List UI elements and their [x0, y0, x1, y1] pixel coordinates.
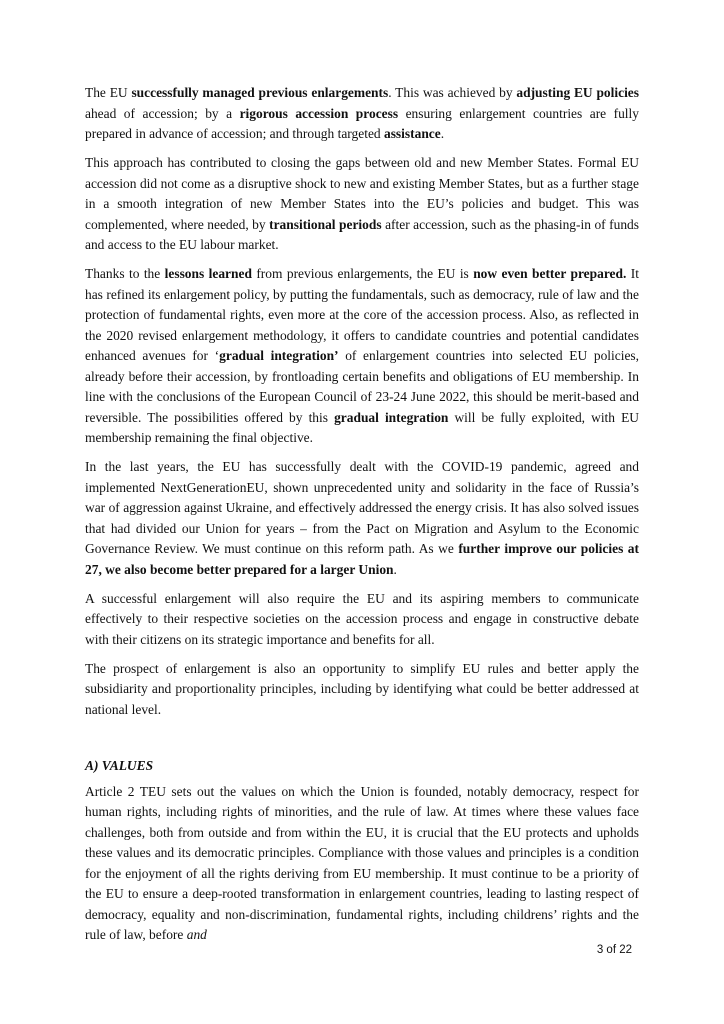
- document-body: [85, 83, 639, 946]
- text-run: A successful enlargement will also require the EU and its aspiring members to communicate effectively to their respective societies on the accession process and engage in constructive debate with their citizens on its strategic importance and benefits for all.: [85, 590, 639, 647]
- text-run: of enlargement countries into selected EU policies, already before their accession, by frontloading certain benefits and obligations of EU membership. In line with the conclusions of the European Council of 23-24 June 2022, this should be merit-based and reversible. The possibilities offered by this: [85, 348, 640, 425]
- text-run: ahead of accession; by a: [85, 105, 240, 121]
- text-run: .: [393, 561, 397, 577]
- bold-text: transitional periods: [269, 216, 382, 232]
- text-run: The EU: [85, 85, 132, 100]
- text-run: Thanks to the: [85, 266, 165, 281]
- text-run: ensuring enlargement countries are fully prepared in advance of accession; and through targeted: [85, 105, 639, 141]
- bold-text: lessons learned: [164, 266, 252, 281]
- text-run: The prospect of enlargement is also an opportunity to simplify EU rules and better apply the subsidiarity and proportionality principles, including by identifying what could be better addressed at national level.: [85, 660, 639, 717]
- section-paragraph: [85, 782, 639, 946]
- body-paragraph: [85, 264, 639, 449]
- section-heading: A) VALUES: [85, 758, 154, 773]
- body-paragraph: [85, 589, 639, 651]
- text-run: In the last years, the EU has successfully dealt with the COVID-19 pandemic, agreed and implemented NextGenerationEU, shown unprecedented unity and solidarity in the face of Russia’s war of aggression against Ukraine, and effectively addressed the energy crisis. It has also solved issues that had divided our Union for years – from the Pact on Migration and Asylum to the Economic Governance Review. We must continue on this reform path. As we: [85, 459, 639, 556]
- text-run: It has refined its enlargement policy, by putting the fundamentals, such as democracy, rule of law and the protection of fundamental rights, even more at the core of the accession process. Also, as reflected in the 2020 revised enlargement methodology, it offers to candidate countries and potential candidates enhanced avenues for ‘: [85, 266, 639, 363]
- italic-text: and: [186, 927, 207, 942]
- page-number: 3 of 22: [596, 944, 632, 956]
- text-run: after accession, such as the phasing-in of funds and access to the EU labour market.: [85, 216, 639, 252]
- body-paragraph: [85, 659, 639, 721]
- bold-text: assistance: [383, 126, 441, 141]
- bold-text: further improve our policies at 27, we also become better prepared for a larger Union: [85, 541, 639, 577]
- bold-text: successfully managed previous enlargements: [131, 85, 389, 100]
- bold-text: rigorous accession process: [239, 105, 399, 121]
- body-paragraph: [85, 153, 639, 256]
- bold-text: now even better prepared.: [473, 266, 627, 281]
- bold-text: adjusting EU policies: [516, 85, 639, 100]
- bold-text: gradual integration: [334, 409, 449, 425]
- body-paragraph: [85, 83, 639, 145]
- body-paragraph: [85, 457, 639, 580]
- text-run: Article 2 TEU sets out the values on which the Union is founded, notably democracy, respect for human rights, including rights of minorities, and the rule of law. At times where these values face challenges, both from outside and from within the EU, it is crucial that the EU protects and upholds these values and its democratic principles. Compliance with those values and principles is a condition for the enjoyment of all the rights deriving from EU membership. It must continue to be a priority of the EU to ensure a deep-rooted transformation in enlargement countries, leading to lasting respect of democracy, equality and non-discrimination, fundamental rights, including childrens’ rights and the rule of law, before: [85, 783, 639, 942]
- text-run: from previous enlargements, the EU is: [251, 266, 474, 281]
- text-run: will be fully exploited, with EU membership remaining the final objective.: [85, 409, 639, 445]
- bold-text: gradual integration’: [219, 348, 339, 363]
- text-run: This approach has contributed to closing the gaps between old and new Member States. Formal EU accession did not come as a disruptive shock to new and existing Member States, but as a further stage in a smooth integration of new Member States into the EU’s policies and budget. This was complemented, where needed, by: [85, 155, 639, 232]
- text-run: . This was achieved by: [388, 85, 517, 100]
- text-run: .: [440, 126, 445, 141]
